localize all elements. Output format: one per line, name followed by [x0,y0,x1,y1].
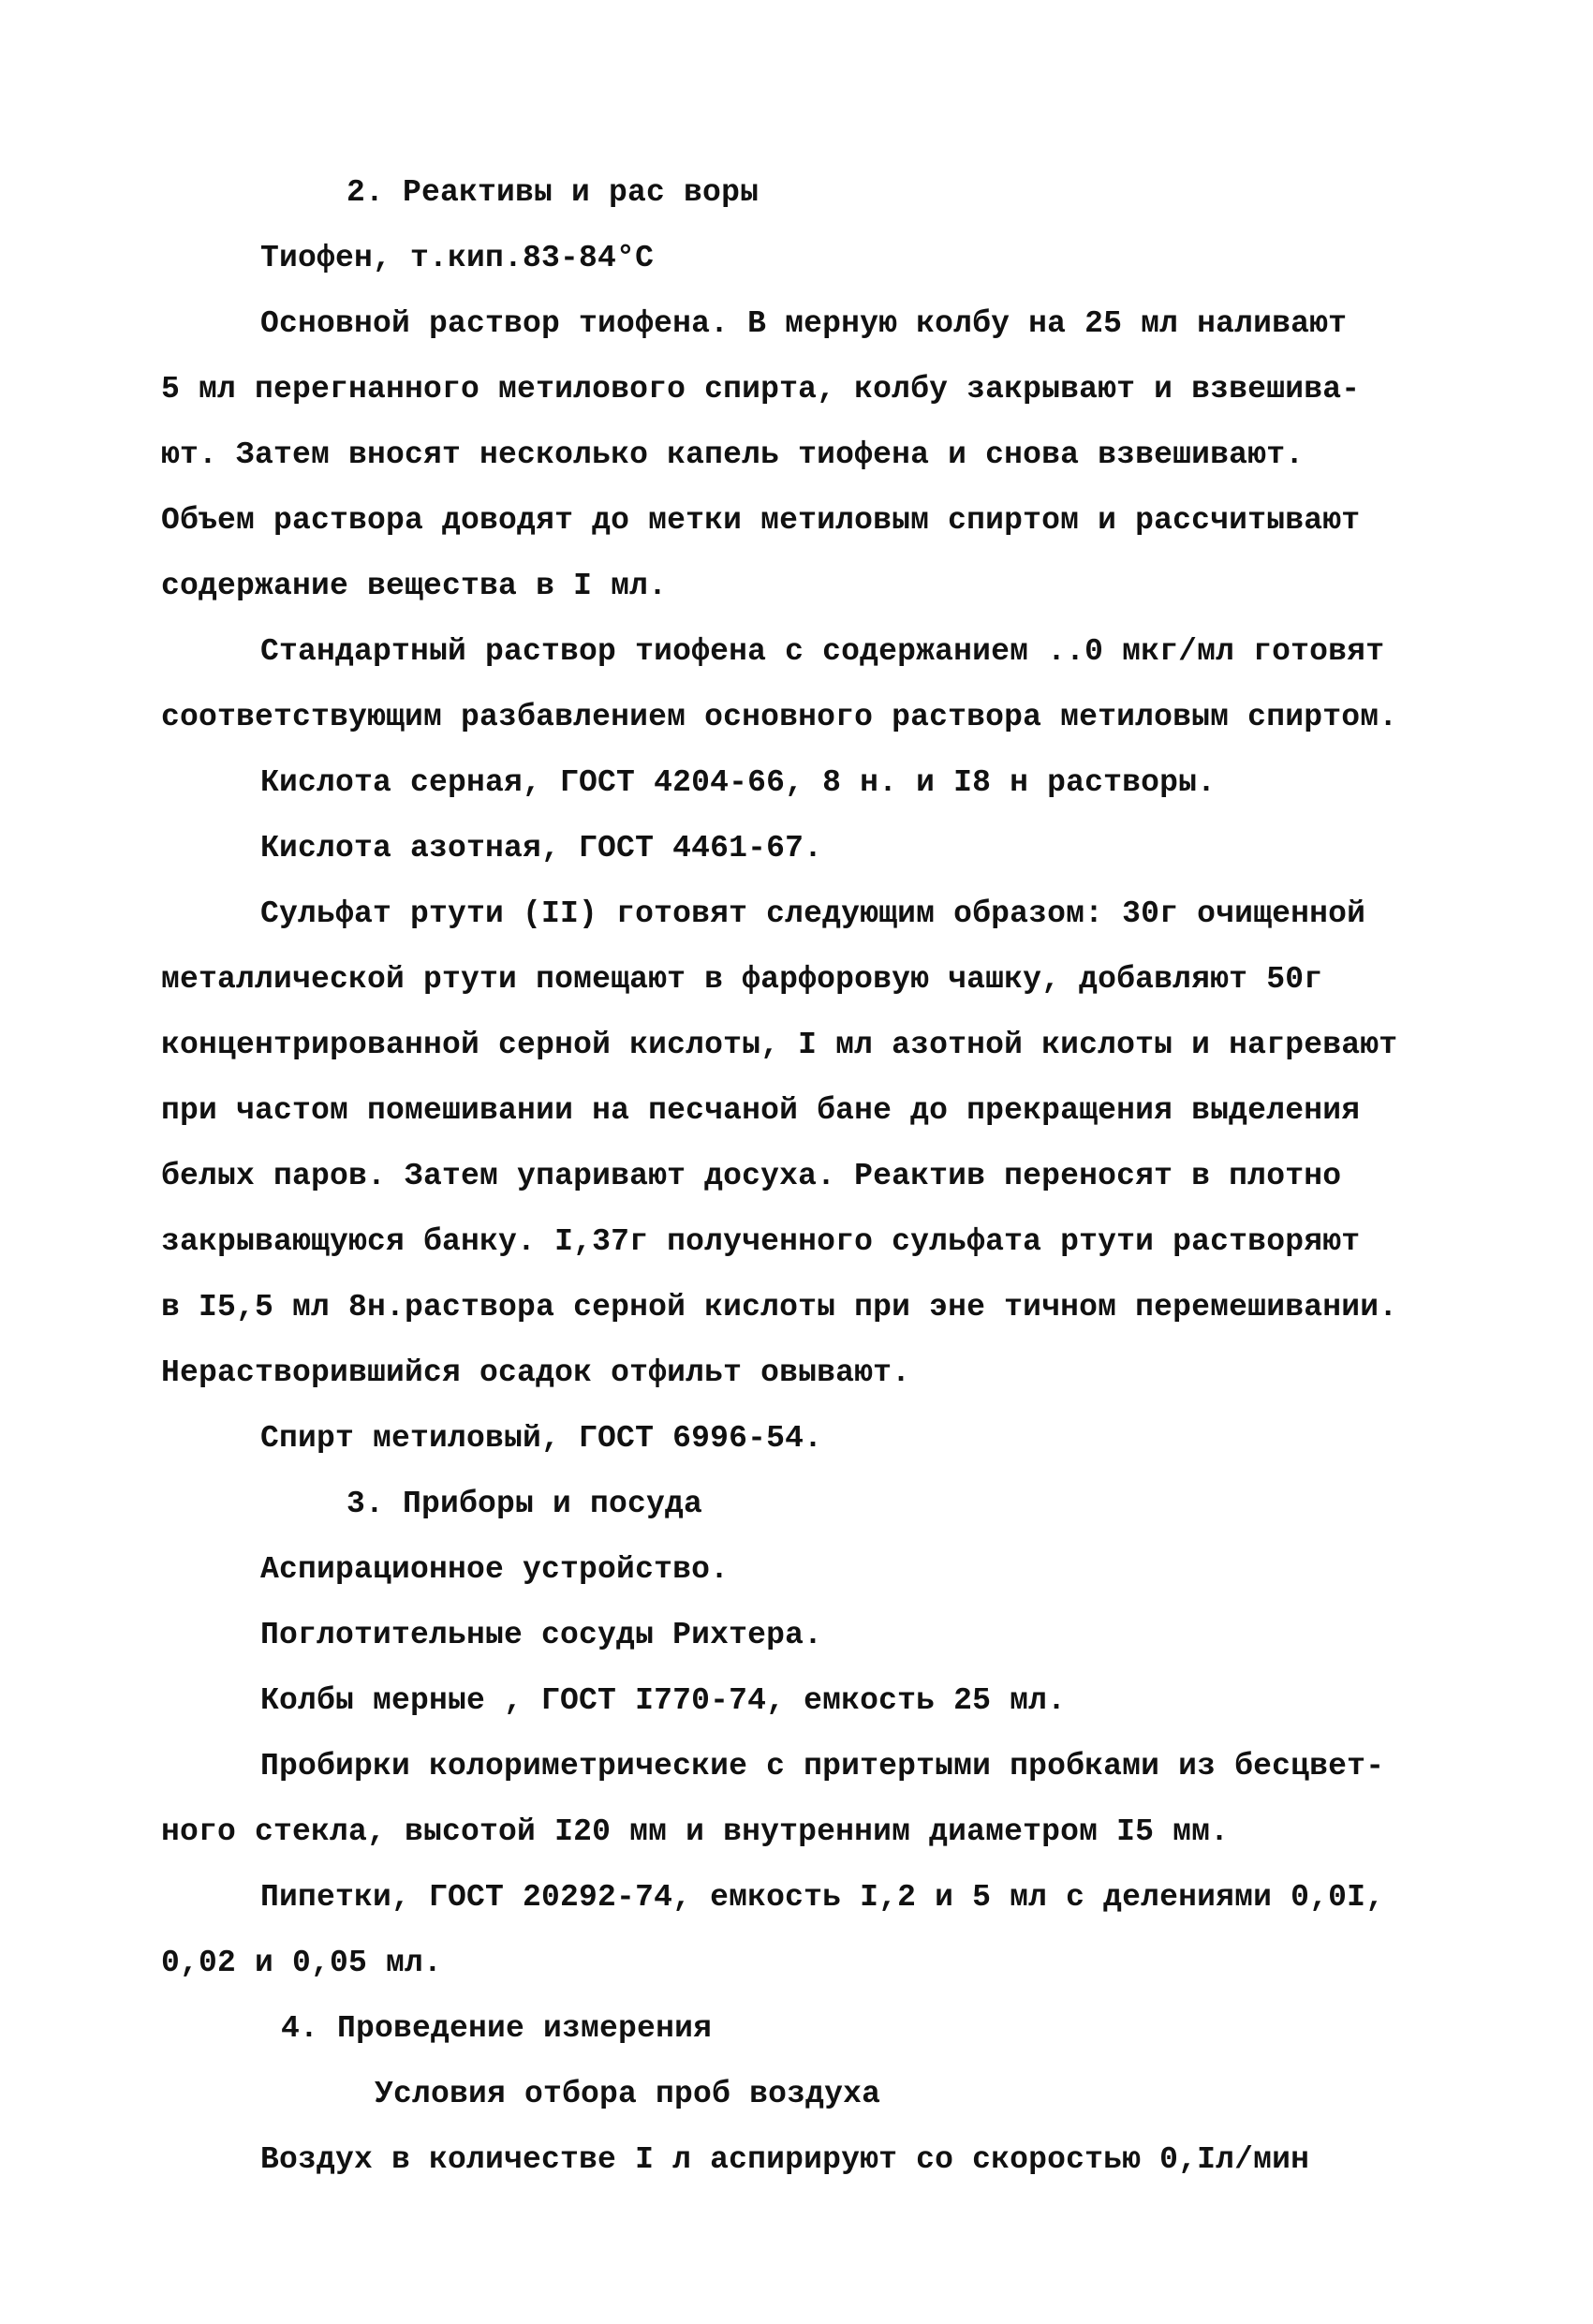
text-line: Сульфат ртути (II) готовят следующим образом: 30г очищенной [260,896,1366,931]
text-line: белых паров. Затем упаривают досуха. Реактив переносят в плотно [161,1159,1342,1193]
text-line: Поглотительные сосуды Рихтера. [260,1618,823,1652]
text-line: концентрированной серной кислоты, I мл азотной кислоты и нагревают [161,1028,1398,1062]
text-line: Кислота азотная, ГОСТ 4461-67. [260,831,823,866]
text-line: Объем раствора доводят до метки метиловым спиртом и рассчитывают [161,503,1361,538]
text-line: Стандартный раствор тиофена с содержанием ..0 мкг/мл готовят [260,634,1385,669]
text-line: при частом помешивании на песчаной бане до прекращения выделения [161,1093,1361,1128]
text-line: в I5,5 мл 8н.раствора серной кислоты при эне тичном перемешивании. [161,1290,1398,1325]
subsection-heading: Условия отбора проб воздуха [375,2077,881,2111]
text-line: металлической ртути помещают в фарфоровую чашку, добавляют 50г [161,962,1323,997]
text-line: Колбы мерные , ГОСТ I770-74, емкость 25 мл. [260,1683,1067,1718]
text-line: Кислота серная, ГОСТ 4204-66, 8 н. и I8 н растворы. [260,765,1217,800]
text-line: содержание вещества в I мл. [161,569,668,603]
section-4-heading: 4. Проведение измерения [281,2011,713,2046]
text-line: ют. Затем вносят несколько капель тиофена и снова взвешивают. [161,437,1305,472]
text-line: Спирт метиловый, ГОСТ 6996-54. [260,1421,823,1456]
text-line: Пробирки колориметрические с притертыми пробками из бесцвет- [260,1749,1385,1784]
text-line: соответствующим разбавлением основного раствора метиловым спиртом. [161,700,1398,734]
section-3-heading: 3. Приборы и посуда [347,1487,703,1521]
text-line: закрывающуюся банку. I,37г полученного сульфата ртути растворяют [161,1224,1361,1259]
text-line: Аспирационное устройство. [260,1552,730,1587]
text-line: Основной раствор тиофена. В мерную колбу на 25 мл наливают [260,306,1348,341]
text-line: Нерастворившийся осадок отфильт овывают. [161,1355,911,1390]
text-line: Воздух в количестве I л аспирируют со скоростью 0,Iл/мин [260,2142,1310,2177]
text-line: Пипетки, ГОСТ 20292-74, емкость I,2 и 5 мл с делениями 0,0I, [260,1880,1385,1915]
text-line: ного стекла, высотой I20 мм и внутренним диаметром I5 мм. [161,1814,1230,1849]
text-line: 5 мл перегнанного метилового спирта, колбу закрывают и взвешива- [161,372,1361,407]
text-line: Тиофен, т.кип.83-84°С [260,241,655,275]
text-line: 0,02 и 0,05 мл. [161,1946,443,1980]
section-2-heading: 2. Реактивы и рас воры [347,175,760,210]
